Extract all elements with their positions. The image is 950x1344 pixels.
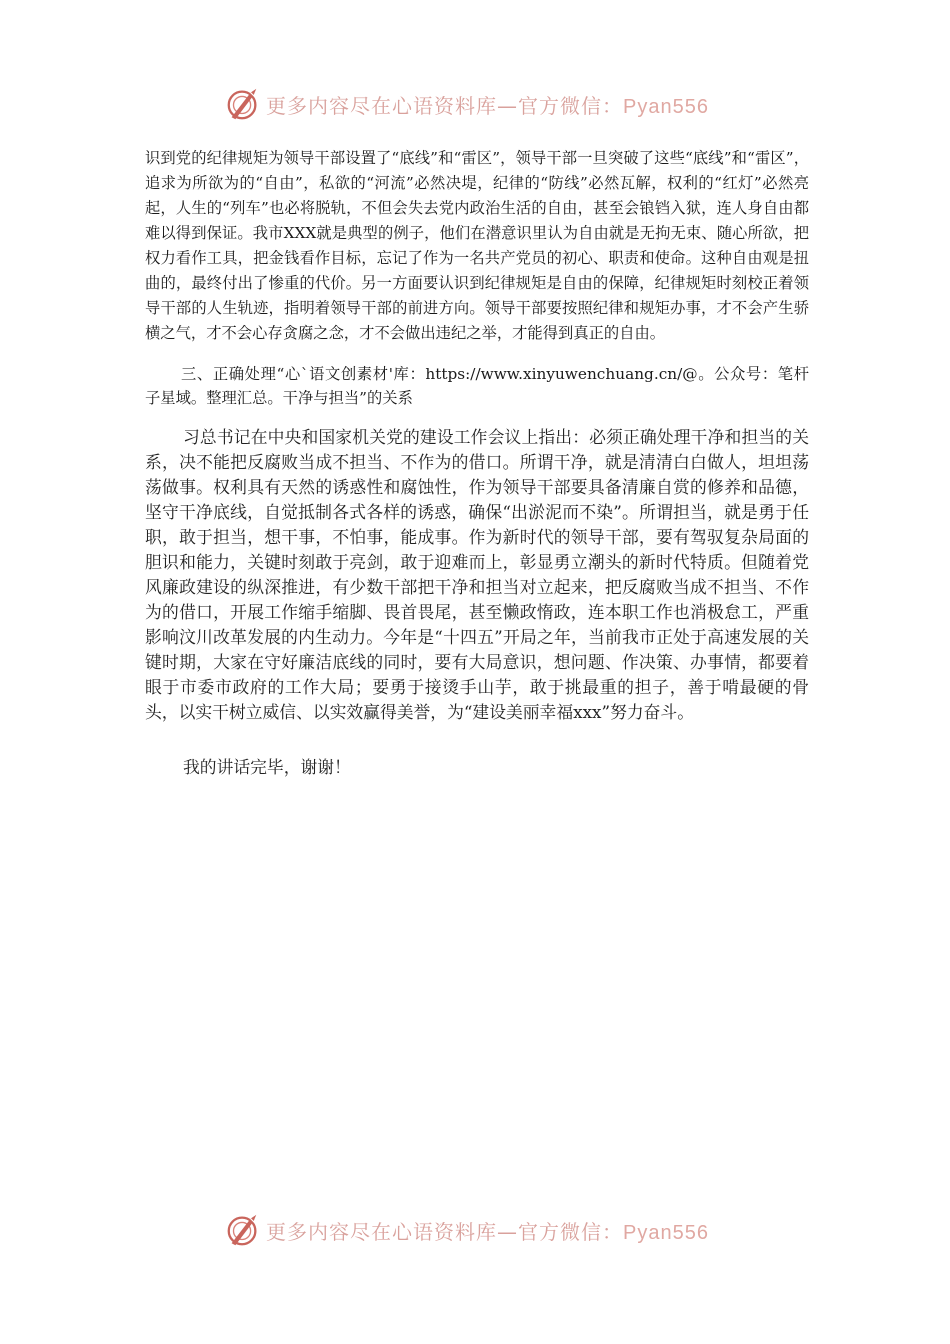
closing-remark: 我的讲话完毕，谢谢！ (183, 757, 351, 777)
footer-banner-id: Pyan556 (623, 1221, 709, 1244)
header-banner-text: 更多内容尽在心语资料库—官方微信：Pyan556 (266, 93, 709, 118)
pen-logo-icon (224, 1211, 262, 1249)
header-banner-id: Pyan556 (623, 95, 709, 118)
body-paragraph-1: 识到党的纪律规矩为领导干部设置了“底线”和“雷区”，领导干部一旦突破了这些“底线”和“雷区”，追求为所欲为的“自由”，私欲的“河流”必然决堤，纪律的“防线”必然瓦解，权利的“红灯”必然亮起，人生的“列车”也必将脱轨，不但会失去党内政治生活的自由，甚至会锒铛入狱，连人身自由都难以得到保证。我市XXX就是典型的例子，他们在潜意识里认为自由就是无拘无束、随心所欲，把权力看作工具，把金钱看作目标，忘记了作为一名共产党员的初心、职责和使命。这种自由观是扭曲的，最终付出了惨重的代价。另一方面要认识到纪律规矩是自由的保障，纪律规矩时刻校正着领导干部的人生轨迹，指明着领导干部的前进方向。领导干部要按照纪律和规矩办事，才不会产生骄横之气，才不会心存贪腐之念，才不会做出违纪之举，才能得到真正的自由。 (145, 149, 809, 342)
footer-banner-text: 更多内容尽在心语资料库—官方微信：Pyan556 (266, 1219, 709, 1244)
document-body (145, 146, 809, 780)
footer-banner (224, 1210, 744, 1250)
body-paragraph-2: 习总书记在中央和国家机关党的建设工作会议上指出：必须正确处理干净和担当的关系，决不能把反腐败当成不担当、不作为的借口。所谓干净，就是清清白白做人，坦坦荡荡做事。权利具有天然的诱惑性和腐蚀性，作为领导干部要具备清廉自赏的修养和品德，坚守干净底线，自觉抵制各式各样的诱惑，确保“出淤泥而不染”。所谓担当，就是勇于任职，敢于担当，想干事，不怕事，能成事。作为新时代的领导干部，要有驾驭复杂局面的胆识和能力，关键时刻敢于亮剑，敢于迎难而上，彰显勇立潮头的新时代特质。但随着党风廉政建设的纵深推进，有少数干部把干净和担当对立起来，把反腐败当成不担当、不作为的借口，开展工作缩手缩脚、畏首畏尾，甚至懒政惰政，连本职工作也消极怠工，严重影响汶川改革发展的内生动力。今年是“十四五”开局之年，当前我市正处于高速发展的关键时期，大家在守好廉洁底线的同时，要有大局意识，想问题、作决策、办事情，都要着眼于市委市政府的工作大局；要勇于接烫手山芋，敢于挑最重的担子，善于啃最硬的骨头，以实干树立威信、以实效赢得美誉，为“建设美丽幸福xxx”努力奋斗。 (145, 427, 809, 722)
header-banner (224, 84, 744, 124)
pen-logo-icon (224, 85, 262, 123)
section-heading: 三、正确处理“心`语文创素材'库：https://www.xinyuwenchuang.cn/@。公众号：笔杆子星域。整理汇总。干净与担当”的关系 (145, 365, 809, 407)
